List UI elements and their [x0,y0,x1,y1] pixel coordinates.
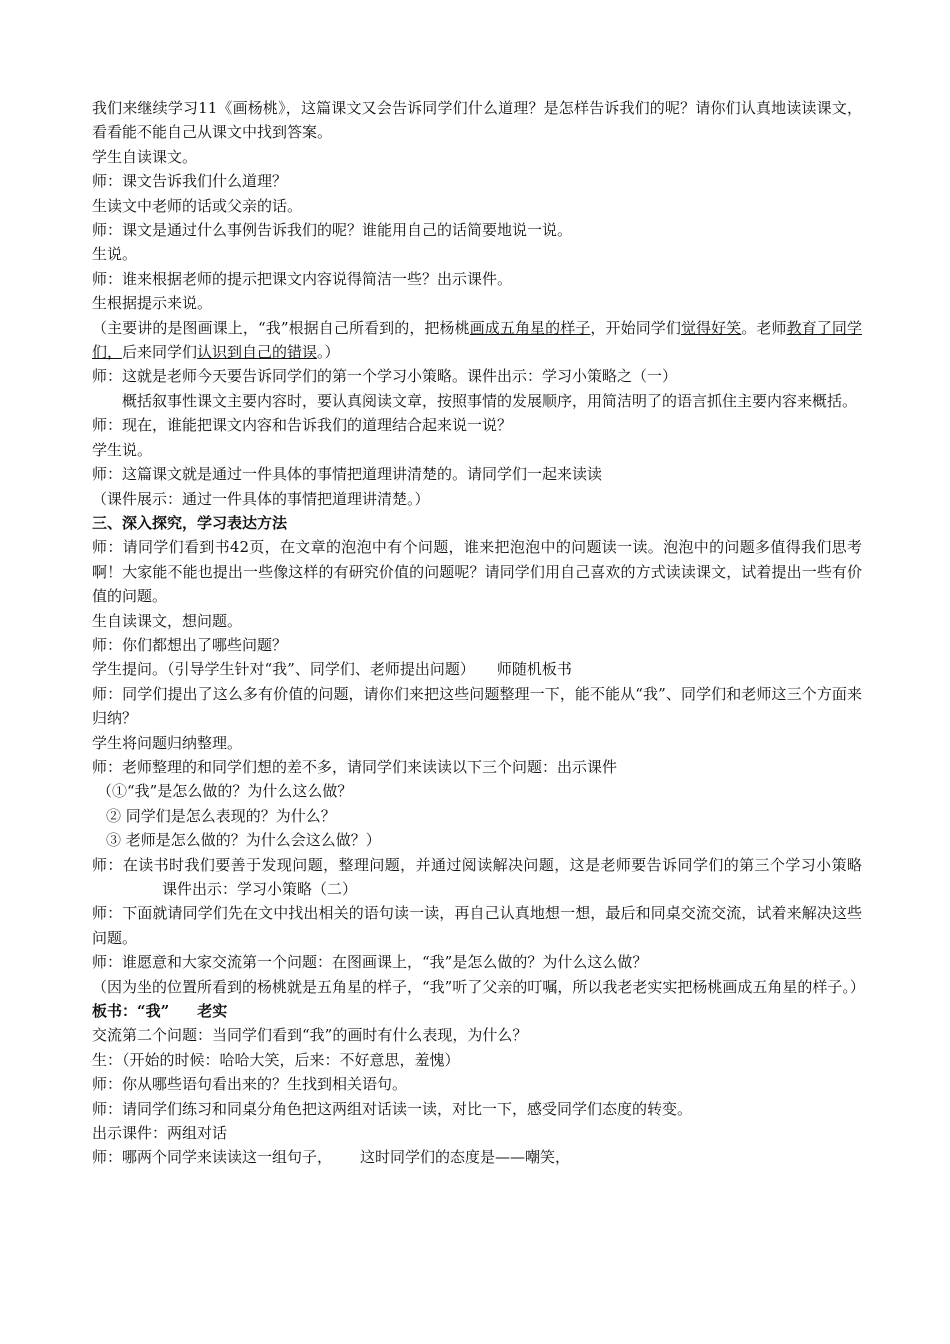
paragraph-find-sentences: 师：下面就请同学们先在文中找出相关的语句读一读，再自己认真地想一想，最后和同桌交流交流，试着来解决这些问题。 [92,904,862,947]
line-role-play: 师：请同学们练习和同桌分角色把这两组对话读一读，对比一下，感受同学们态度的转变。 [92,1099,693,1118]
line-strategy-1-intro: 师：这就是老师今天要告诉同学们的第一个学习小策略。课件出示：学习小策略之（一） [92,367,678,386]
line-self-read: 学生自读课文。 [92,147,198,166]
line-student-answer-1: 生读文中老师的话或父亲的话。 [92,196,303,215]
paragraph-intro: 我们来继续学习11《画杨桃》，这篇课文又会告诉同学们什么道理？是怎样告诉我们的呢？请你们认真地读读课文，看看能不能自己从课文中找到答案。 [92,99,862,142]
question-item-2: ② 同学们是怎么表现的？为什么？ [106,806,336,825]
board-note-honest [92,999,862,1023]
student-ask-text: 学生提问。（引导学生针对“我”、同学们、老师提出问题） [92,660,475,679]
line-find-evidence: 师：你从哪些语句看出来的？生找到相关语句。 [92,1075,408,1094]
paragraph-bubble-question: 师：请同学们看到书42页，在文章的泡泡中有个问题，谁来把泡泡中的问题读一读。泡泡中的问题多值得我们思考啊！大家能不能也提出一些像这样的有研究价值的问题呢？请同学们用自己喜欢的方式读读课文，试着提出一些有价值的问题。 [92,538,862,606]
line-three-questions-intro: 师：老师整理的和同学们想的差不多，请同学们来读读以下三个问题：出示课件 [92,757,618,776]
line-teacher-question-4: 师：现在，谁能把课文内容和告诉我们的道理结合起来说一说？ [92,416,513,435]
summary-text-g: 后来同学们 [122,343,198,362]
line-student-organize: 学生将问题归纳整理。 [92,733,243,752]
read-sentences-text: 师：哪两个同学来读读这一组句子， [92,1148,333,1167]
line-student-ask [92,657,862,681]
summary-underline-1: 画成五角星的样子 [469,318,591,337]
summary-text-i: 。） [317,343,340,362]
line-first-question: 师：谁愿意和大家交流第一个问题：在图画课上，“我”是怎么做的？为什么这么做？ [92,953,648,972]
attitude-text: 这时同学们的态度是——嘲笑， [360,1148,571,1167]
summary-text-a: （主要讲的是图画课上，“我”根据自己所看到的，把杨桃 [92,318,470,337]
paragraph-summary-hint [92,316,862,365]
summary-underline-4: 认识到自己的错误 [197,343,318,362]
strategy-2-courseware: 课件出示：学习小策略（二） [162,880,358,898]
summary-text-c: ，开始同学们 [590,318,681,337]
question-item-3: ③ 老师是怎么做的？为什么会这么做？） [106,831,381,850]
line-student-say: 学生说。 [92,440,153,459]
line-courseware-display: （课件展示：通过一件具体的事情把道理讲清楚。） [92,489,430,508]
summary-text-e: 。老师 [741,318,787,337]
line-student-reaction: 生：（开始的时候：哈哈大笑，后来：不好意思，羞愧） [92,1050,460,1069]
line-teacher-question-5: 师：你们都想出了哪些问题？ [92,635,288,654]
strategy-2-text: 师：在读书时我们要善于发现问题，整理问题，并通过阅读解决问题，这是老师要告诉同学们的第三个学习小策略 [92,855,862,874]
paragraph-first-answer: （因为坐的位置所看到的杨桃就是五角星的样子，“我”听了父亲的叮嘱，所以我老老实实把杨桃画成五角星的样子。） [92,977,865,996]
summary-underline-2: 觉得好笑 [680,318,742,337]
question-item-1: （①“我”是怎么做的？为什么这么做？ [97,782,353,801]
line-teacher-question-2: 师：课文是通过什么事例告诉我们的呢？谁能用自己的话简要地说一说。 [92,221,573,240]
teacher-board-note: 师随机板书 [496,660,572,679]
document-page [92,96,865,1170]
section-heading-3: 三、深入探究，学习表达方法 [92,513,288,532]
line-student-follow-hint: 生根据提示来说。 [92,294,213,313]
line-read-sentences [92,1145,862,1169]
line-student-speak: 生说。 [92,245,138,264]
line-student-think: 生自读课文，想问题。 [92,611,243,630]
board-note-word: 老实 [197,1002,228,1021]
board-note-label: 板书：“我” [92,1002,170,1021]
paragraph-strategy-1: 概括叙事性课文主要内容时，要认真阅读文章，按照事情的发展顺序，用简洁明了的语言抓住主要内容来概括。 [122,391,858,410]
paragraph-strategy-2-intro [92,853,862,902]
paragraph-organize-questions: 师：同学们提出了这么多有价值的问题，请你们来把这些问题整理一下，能不能从“我”、同学们和老师这三个方面来归纳？ [92,684,862,728]
line-second-question: 交流第二个问题：当同学们看到“我”的画时有什么表现，为什么？ [92,1026,528,1045]
summary-underline-3: 教育了同学们， [92,318,862,362]
line-courseware-dialogues: 出示课件：两组对话 [92,1124,228,1143]
line-teacher-read-together: 师：这篇课文就是通过一件具体的事情把道理讲清楚的。请同学们一起来读读 [92,465,603,484]
line-teacher-question-3: 师：谁来根据老师的提示把课文内容说得简洁一些？出示课件。 [92,269,513,288]
line-teacher-question-1: 师：课文告诉我们什么道理？ [92,172,288,191]
